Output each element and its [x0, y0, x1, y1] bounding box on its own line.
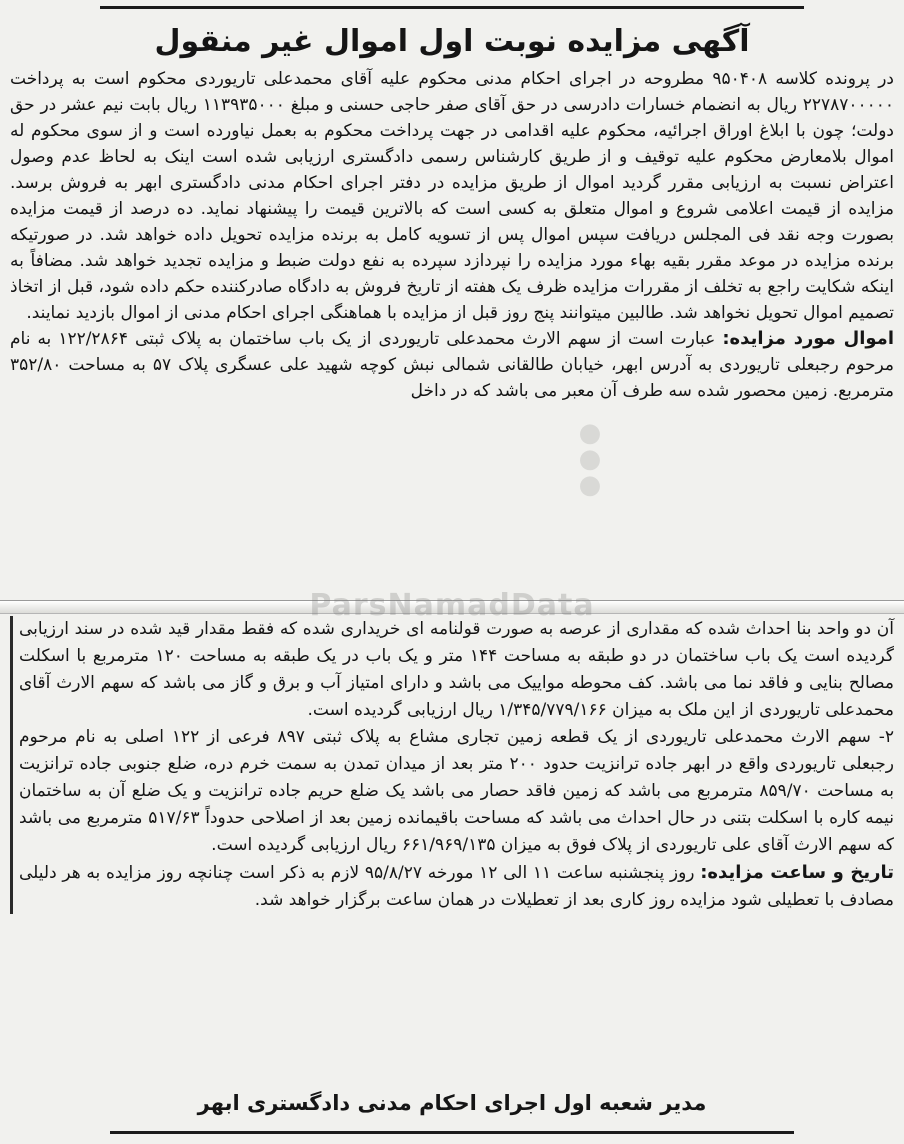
stamp-mark: ● ● ●: [578, 418, 602, 500]
intro-paragraph: در پرونده کلاسه ۹۵۰۴۰۸ مطروحه در اجرای احکام مدنی محکوم علیه آقای محمدعلی تاریوردی محکوم است به پرداخت ۲۲۷۸۷۰۰۰۰۰ ریال به انضمام خسارات دادرسی در حق آقای صفر حاجی حسنی و مبلغ ۱۱۳۹۳۵۰۰۰ ریال بابت نیم عشر در حق دولت؛ چون با ابلاغ اوراق اجرائیه، محکوم علیه اقدامی در جهت پرداخت محکوم به بعمل نیاورده است و از سوی محکوم له اموال بلامعارض محکوم علیه توقیف و از طریق کارشناس رسمی دادگستری ارزیابی شده است اینک به لحاظ عدم وصول اعتراض نسبت به ارزیابی مقرر گردید اموال از طریق مزایده در دفتر اجرای احکام مدنی دادگستری ابهر به فروش برسد. مزایده از قیمت اعلامی شروع و اموال متعلق به کسی است که بالاترین قیمت را پیشنهاد نماید. ده درصد از قیمت مزایده بصورت وجه نقد فی المجلس دریافت سپس اموال پس از تسویه کامل به برنده مزایده تحویل داده خواهد شد. در صورتیکه برنده مزایده در موعد مقرر بقیه بهاء مورد مزایده را نپردازد سپرده به نفع دولت ضبط و مزایده تجدید خواهد شد. مضافاً به اینکه شکایت راجع به تخلف از مقررات مزایده ظرف یک هفته از تاریخ فروش به دادگاه صادرکننده حکم داده شود، قبل از اتخاذ تصمیم اموال تحویل نخواهد شد. طالبین میتوانند پنج روز قبل از مزایده با هماهنگی اجرای احکام مدنی از اموال بازدید نمایند.: [10, 69, 895, 323]
datetime-text: روز پنجشنبه ساعت ۱۱ الی ۱۲ مورخه ۹۵/۸/۲۷ لازم به ذکر است چنانچه روز مزایده به هر دلیلی مصادف با تعطیلی شود مزایده روز کاری بعد از تعطیلات در همان ساعت برگزار خواهد شد.: [19, 863, 894, 910]
property-item-1-continued: آن دو واحد بنا احداث شده که مقداری از عرصه به صورت قولنامه ای خریداری شده که فقط مقدار قید شده در سند ارزیابی گردیده است یک باب ساختمان در دو طبقه به مساحت ۱۴۴ متر و یک باب در یک طبقه به مساحت ۱۲۰ مترمربع با اسکلت مصالح بنایی و فاقد نما می باشد. کف محوطه مواییک می باشد و دارای امتیاز آب و برق و گاز می باشد که سهم الارث آقای محمدعلی تاریوردی از این ملک به میزان ۱/۳۴۵/۷۷۹/۱۶۶ ریال ارزیابی گردیده است.: [19, 619, 895, 720]
notice-title: آگهی مزایده نوبت اول اموال غیر منقول: [154, 24, 750, 59]
bottom-rule: [110, 1131, 794, 1134]
page-seam: [0, 600, 904, 614]
datetime-label: تاریخ و ساعت مزایده:: [700, 862, 895, 883]
property-label: اموال مورد مزایده:: [722, 328, 894, 349]
property-item-2: ۲- سهم الارث محمدعلی تاریوردی از یک قطعه زمین تجاری مشاع به پلاک ثبتی ۸۹۷ فرعی از ۱۲۲ اصلی به نام مرحوم رجبعلی تاریوردی واقع در ابهر جاده ترانزیت حدود ۲۰۰ متر بعد از میدان تمدن به سمت خرم دره، ضلع جنوبی جاده ترانزیت به مساحت ۸۵۹/۷۰ مترمربع می باشد که زمین فاقد حصار می باشد یک ضلع حریم جاده ترانزیت و یک ضلع آن به ساختمان نیمه کاره با اسکلت بتنی در حال احداث می باشد که مساحت باقیمانده زمین بعد از اصلاحی حدوداً ۵۱۷/۶۳ مترمربع می باشد که سهم الارث آقای علی تاریوردی از پلاک فوق به میزان ۶۶۱/۹۶۹/۱۳۵ ریال ارزیابی گردیده است.: [19, 727, 895, 855]
watermark: ParsNamadData: [309, 588, 595, 623]
signature: مدیر شعبه اول اجرای احکام مدنی دادگستری ابهر: [197, 1091, 707, 1115]
property-item-1-part-1: عبارت است از سهم الارث محمدعلی تاریوردی از یک باب ساختمان به پلاک ثبتی ۱۲۲/۲۸۶۴ به نام مرحوم رجبعلی تاریوردی به آدرس ابهر، خیابان طالقانی شمالی نبش کوچه شهید علی عسگری پلاک ۵۷ به مساحت ۳۵۲/۸۰ مترمربع. زمین محصور شده سه طرف آن معبر می باشد که در داخل: [10, 329, 894, 401]
notice-body-lower: [10, 616, 894, 914]
notice-body-upper: [10, 66, 894, 404]
top-rule: [100, 6, 804, 9]
auction-datetime: [19, 859, 894, 914]
property-item-1: [10, 326, 894, 404]
